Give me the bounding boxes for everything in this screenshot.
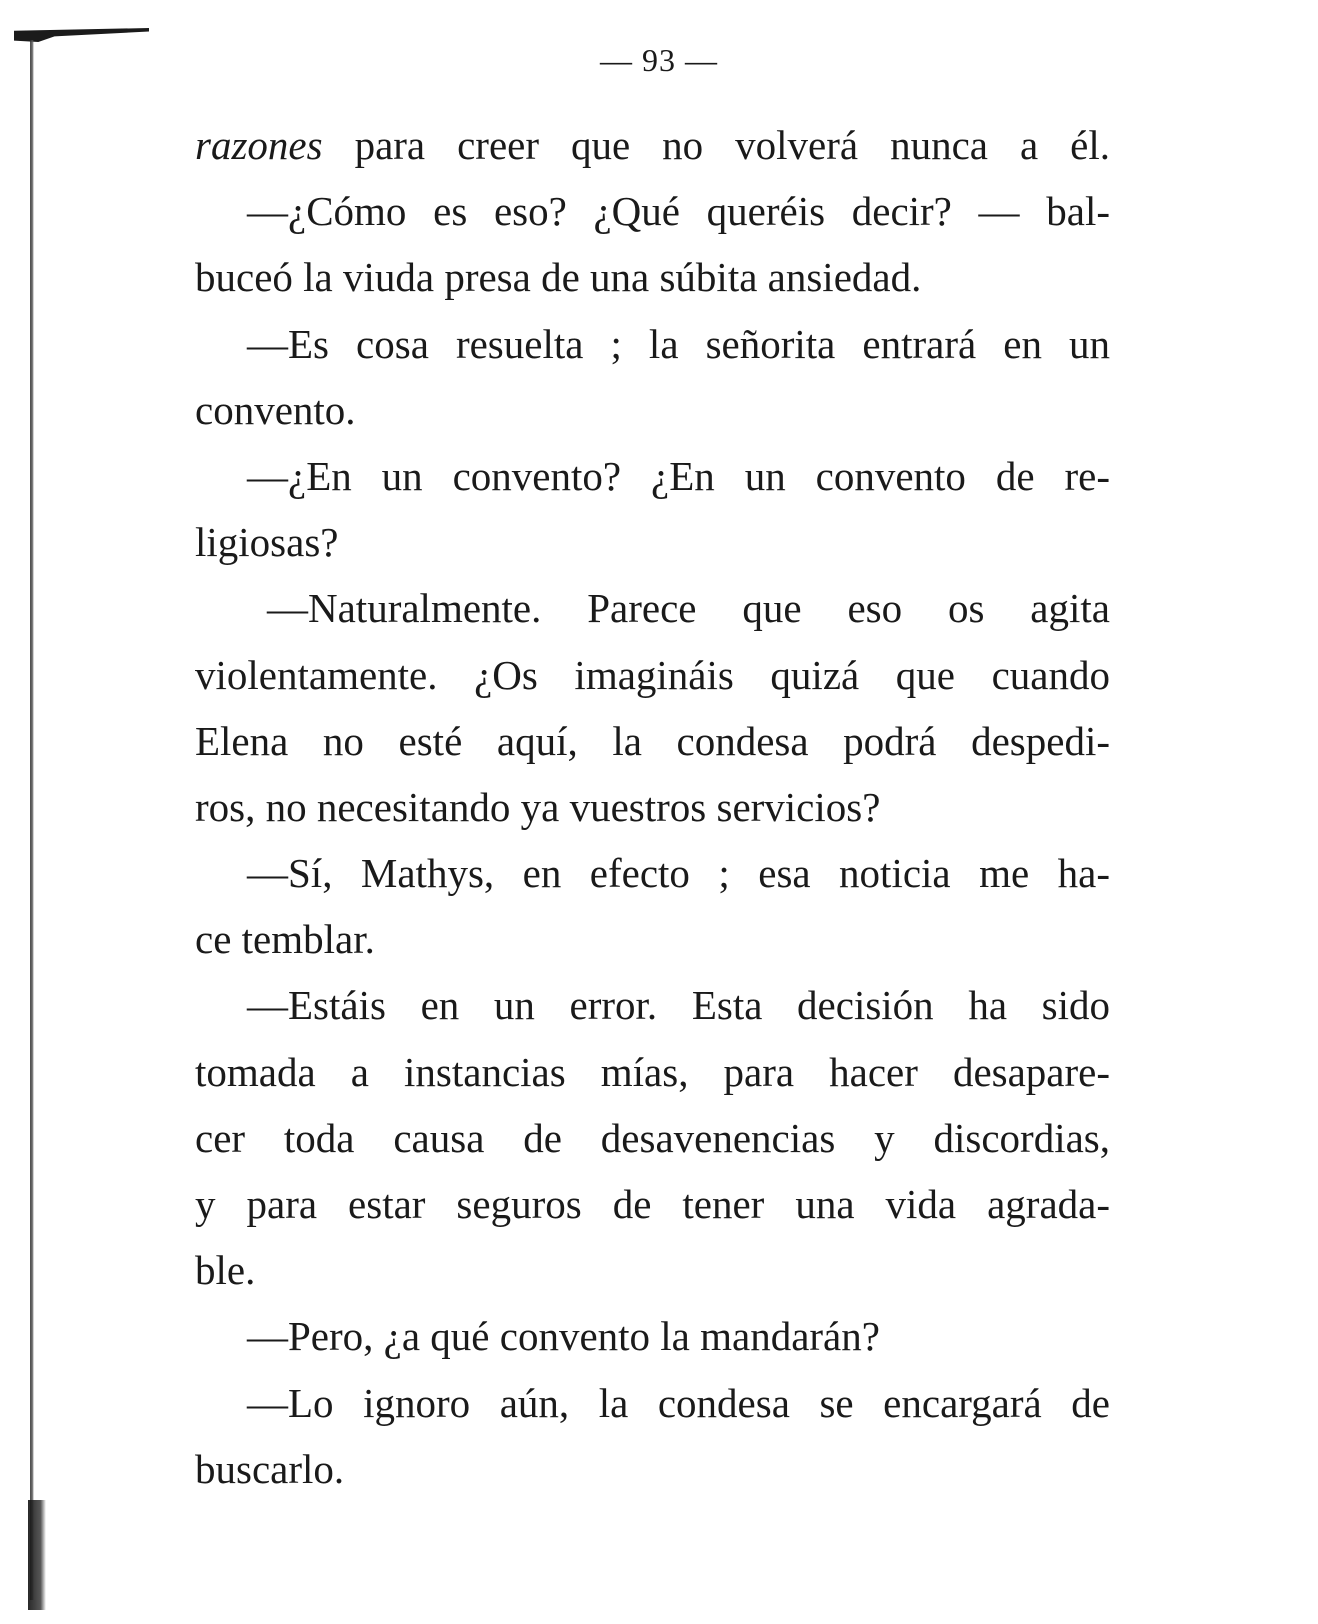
page-number: — 93 — (600, 42, 718, 78)
text-line-15: tomada a instancias mías, para hacer desapare- (195, 1048, 1110, 1095)
binding-shadow-bottom (28, 1500, 46, 1610)
text-line-17: y para estar seguros de tener una vida agrada- (195, 1181, 1110, 1227)
text-line-4: —Es cosa resuelta ; la señorita entrará en un (247, 320, 1110, 367)
binding-edge (30, 40, 34, 1600)
text-line-16: cer toda causa de desavenencias y discordias, (195, 1114, 1110, 1161)
text-line-12: —Sí, Mathys, en efecto ; esa noticia me ha- (247, 850, 1110, 897)
text-line-14: —Estáis en un error. Esta decisión ha sido (247, 982, 1110, 1029)
text-line-8: —Naturalmente. Parece que eso os agita (267, 585, 1110, 632)
text-line-1 (195, 112, 1110, 178)
body-text (195, 112, 1110, 1502)
text-line-5: convento. (195, 386, 356, 433)
binding-shadow-top (14, 28, 149, 42)
text-line-9: violentamente. ¿Os imagináis quizá que cuando (195, 651, 1110, 698)
text-line-11: ros, no necesitando ya vuestros servicios? (195, 783, 881, 830)
text-line-3: buceó la viuda presa de una súbita ansiedad. (195, 254, 922, 301)
text-line-6: —¿En un convento? ¿En un convento de re- (247, 452, 1110, 499)
italic-word: razones (195, 122, 323, 168)
text-line-13: ce temblar. (195, 916, 375, 963)
text-line-19: —Pero, ¿a qué convento la mandarán? (247, 1313, 880, 1360)
text-line-7: ligiosas? (195, 519, 339, 566)
text-line-10: Elena no esté aquí, la condesa podrá despedi- (195, 717, 1110, 764)
text-line-2: —¿Cómo es eso? ¿Qué queréis decir? — bal- (247, 188, 1110, 235)
line-text: para creer que no volverá nunca a él. (322, 122, 1110, 168)
text-line-18: ble. (195, 1247, 256, 1294)
text-line-20: —Lo ignoro aún, la condesa se encargará de (247, 1379, 1110, 1426)
text-line-21: buscarlo. (195, 1445, 345, 1492)
